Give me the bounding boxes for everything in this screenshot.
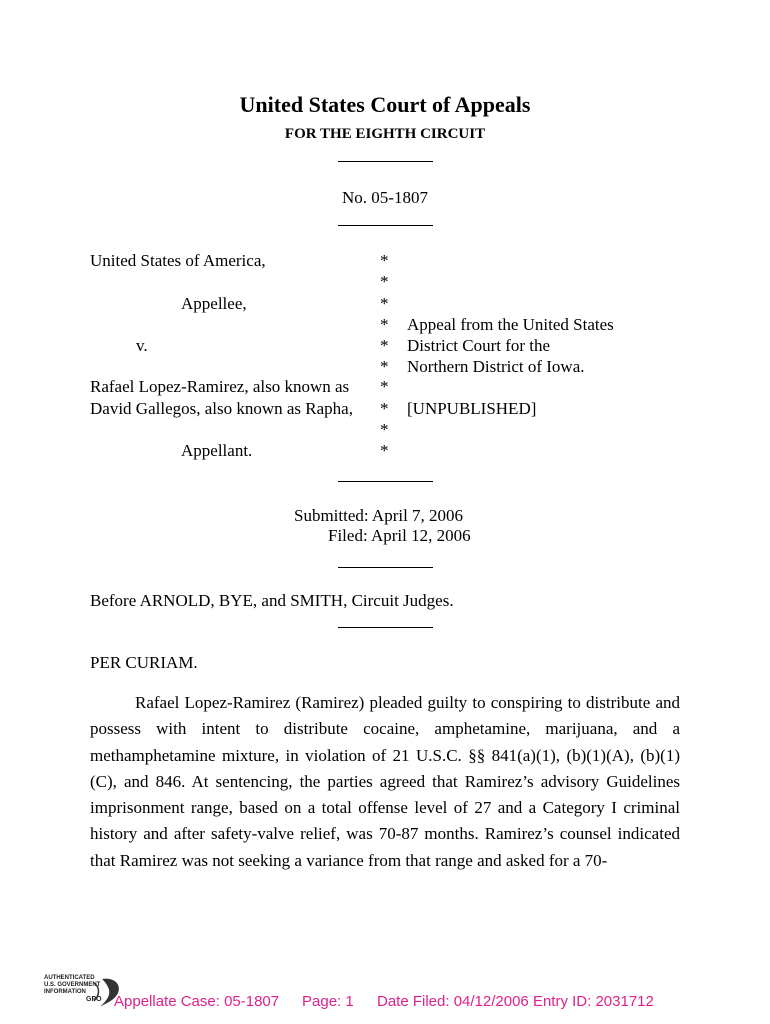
appeal-from-line3: Northern District of Iowa. [407, 357, 585, 376]
caption-star: * [380, 336, 389, 355]
divider [338, 567, 433, 568]
caption-star: * [380, 315, 389, 334]
divider [338, 627, 433, 628]
appeal-from-line1: Appeal from the United States [407, 315, 614, 334]
publication-status: [UNPUBLISHED] [407, 399, 537, 418]
court-title: United States Court of Appeals [239, 92, 531, 117]
gpo-logo-mark: GPO [86, 996, 102, 1003]
docket-number: No. 05-1807 [342, 188, 428, 207]
filed-date: Filed: April 12, 2006 [328, 526, 471, 545]
versus: v. [136, 336, 148, 355]
footer-case-number: Appellate Case: 05-1807 [114, 993, 280, 1010]
appellant-role: Appellant. [181, 441, 253, 460]
appellee-name: United States of America, [90, 251, 266, 270]
circuit-name: FOR THE EIGHTH CIRCUIT [284, 126, 486, 142]
caption-star: * [380, 357, 389, 376]
submitted-date: Submitted: April 7, 2006 [294, 506, 464, 525]
footer-filed-entry: Date Filed: 04/12/2006 Entry ID: 2031712 [377, 993, 654, 1010]
caption-star: * [380, 420, 389, 439]
divider [338, 161, 433, 162]
caption-star: * [380, 377, 389, 396]
appellant-name-line1: Rafael Lopez-Ramirez, also known as [90, 377, 350, 396]
panel-judges: Before ARNOLD, BYE, and SMITH, Circuit Judges. [90, 591, 454, 610]
eagle-icon [44, 973, 124, 1017]
gpo-logo-line: INFORMATION [44, 989, 86, 995]
per-curiam-heading: PER CURIAM. [90, 653, 198, 672]
appeal-from-line2: District Court for the [407, 336, 551, 355]
caption-star: * [380, 399, 389, 418]
divider [338, 481, 433, 482]
appellant-name-line2: David Gallegos, also known as Rapha, [90, 399, 353, 418]
gpo-logo-line: U.S. GOVERNMENT [44, 982, 101, 988]
opinion-paragraph: Rafael Lopez-Ramirez (Ramirez) pleaded guilty to conspiring to distribute and possess with intent to distribute cocaine, amphetamine, marijuana, and a methamphetamine mixture, in violation of 21 U.S.C. §§ 841(a)(1), (b)(1)(A), (b)(1)(C), and 846. At sentencing, the parties agreed that Ramirez’s advisory Guidelines imprisonment range, based on a total offense level of 27 and a Category I criminal history and after safety-valve relief, was 70-87 months. Ramirez’s counsel indicated that Ramirez was not seeking a variance from that range and asked for a 70- [90, 693, 680, 870]
appellee-role: Appellee, [181, 294, 247, 313]
caption-star: * [380, 441, 389, 460]
caption-star: * [380, 294, 389, 313]
caption-star: * [380, 272, 389, 291]
gpo-authentication-logo [44, 973, 124, 1017]
caption-star: * [380, 251, 389, 270]
divider [338, 225, 433, 226]
footer-page-number: Page: 1 [302, 993, 354, 1010]
gpo-logo-line: AUTHENTICATED [44, 975, 95, 981]
